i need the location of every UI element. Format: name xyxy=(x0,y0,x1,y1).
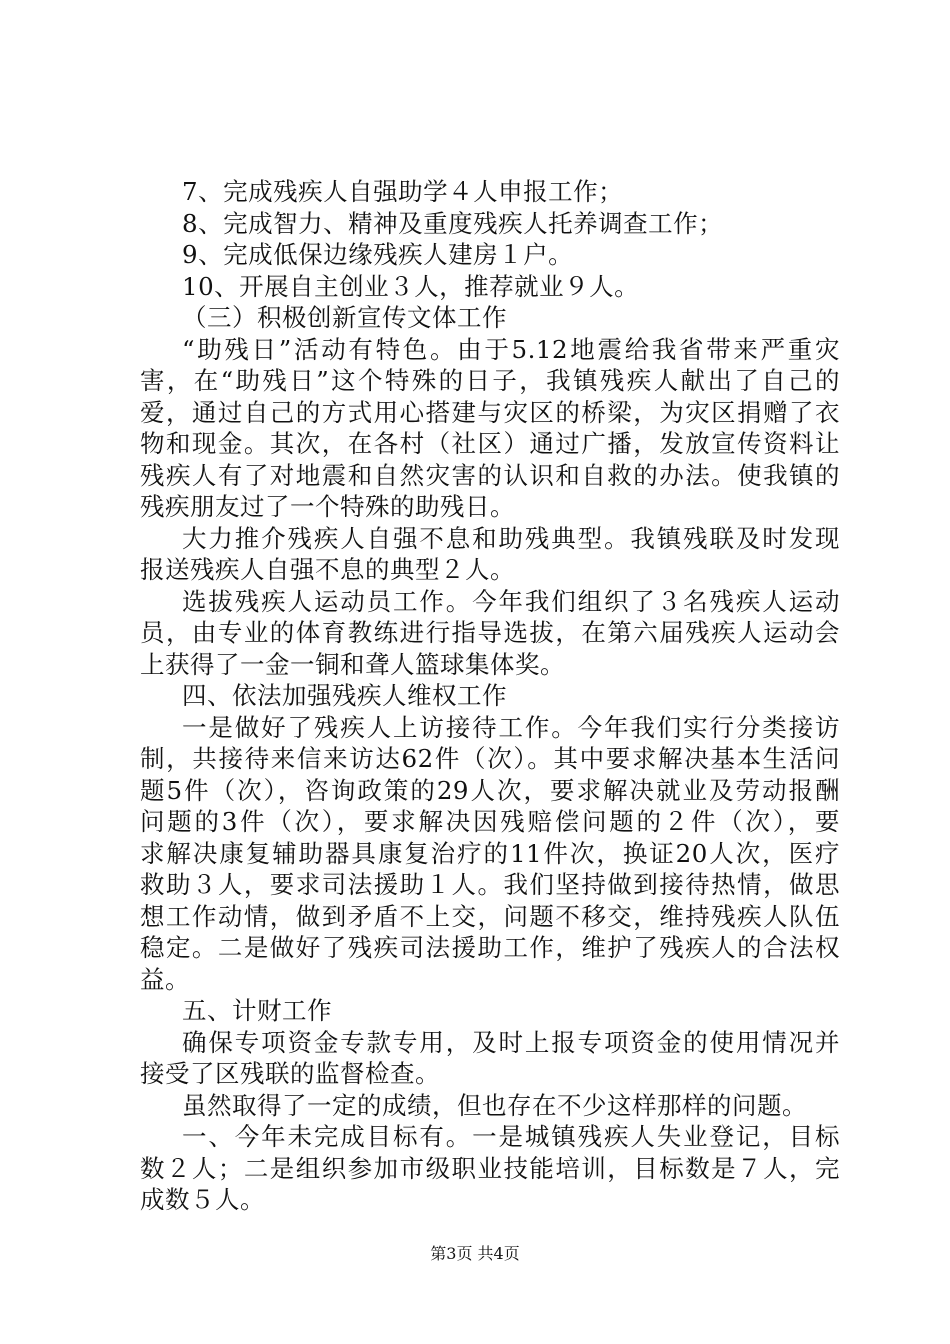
text-line: 稳定。二是做好了残疾司法援助工作，维护了残疾人的合法权 xyxy=(140,933,840,962)
text-line: 员，由专业的体育教练进行指导选拔，在第六届残疾人运动会 xyxy=(140,618,840,647)
text-line: 一是做好了残疾人上访接待工作。今年我们实行分类接访 xyxy=(182,712,840,742)
text-line: 10、开展自主创业３人，推荐就业９人。 xyxy=(182,271,640,301)
text-line: 9、完成低保边缘残疾人建房１户。 xyxy=(182,240,574,269)
text-line: 7、完成残疾人自强助学４人申报工作； xyxy=(182,177,624,206)
text-line: 成数５人。 xyxy=(140,1185,265,1214)
text-line: 报送残疾人自强不息的典型２人。 xyxy=(140,555,515,584)
text-line: 虽然取得了一定的成绩，但也存在不少这样那样的问题。 xyxy=(182,1090,807,1120)
text-line: 上获得了一金一铜和聋人篮球集体奖。 xyxy=(140,649,565,679)
text-line: 物和现金。其次，在各村（社区）通过广播，发放宣传资料让 xyxy=(140,429,840,458)
text-line: 一、今年未完成目标有。一是城镇残疾人失业登记，目标 xyxy=(182,1122,840,1151)
text-line: 确保专项资金专款专用，及时上报专项资金的使用情况并 xyxy=(182,1027,840,1057)
text-line: 8、完成智力、精神及重度残疾人托养调查工作； xyxy=(182,208,724,238)
text-line: （三）积极创新宣传文体工作 xyxy=(182,303,507,332)
text-line: 四、依法加强残疾人维权工作 xyxy=(182,681,507,710)
text-line: 救助３人，要求司法援助１人。我们坚持做到接待热情，做思 xyxy=(140,870,840,899)
text-line: 接受了区残联的监督检查。 xyxy=(140,1059,440,1088)
text-line: 想工作动情，做到矛盾不上交，问题不移交，维持残疾人队伍 xyxy=(140,901,840,931)
text-line: 选拔残疾人运动员工作。今年我们组织了３名残疾人运动 xyxy=(182,586,840,616)
text-line: 益。 xyxy=(140,964,190,994)
text-line: 五、计财工作 xyxy=(182,996,332,1025)
text-line: 制，共接待来信来访达62件（次）。其中要求解决基本生活问 xyxy=(140,744,840,773)
document-body xyxy=(140,176,840,1216)
text-line: 大力推介残疾人自强不息和助残典型。我镇残联及时发现 xyxy=(182,523,840,553)
text-line: 爱，通过自己的方式用心搭建与灾区的桥梁，为灾区捐赠了衣 xyxy=(140,397,840,427)
text-line: 残疾朋友过了一个特殊的助残日。 xyxy=(140,492,515,521)
text-line: “助残日”活动有特色。由于5.12地震给我省带来严重灾 xyxy=(182,334,840,364)
text-line: 问题的3件（次），要求解决因残赔偿问题的２件（次），要 xyxy=(140,807,840,836)
text-line: 求解决康复辅助器具康复治疗的11件次，换证20人次，医疗 xyxy=(140,838,840,868)
text-line: 数２人；二是组织参加市级职业技能培训，目标数是７人，完 xyxy=(140,1153,840,1183)
text-line: 害，在“助残日”这个特殊的日子，我镇残疾人献出了自己的 xyxy=(140,366,840,395)
text-line: 题5件（次），咨询政策的29人次，要求解决就业及劳动报酬 xyxy=(140,775,840,805)
text-line: 残疾人有了对地震和自然灾害的认识和自救的办法。使我镇的 xyxy=(140,460,840,490)
page-footer: 第3页 共4页 xyxy=(430,1244,520,1263)
